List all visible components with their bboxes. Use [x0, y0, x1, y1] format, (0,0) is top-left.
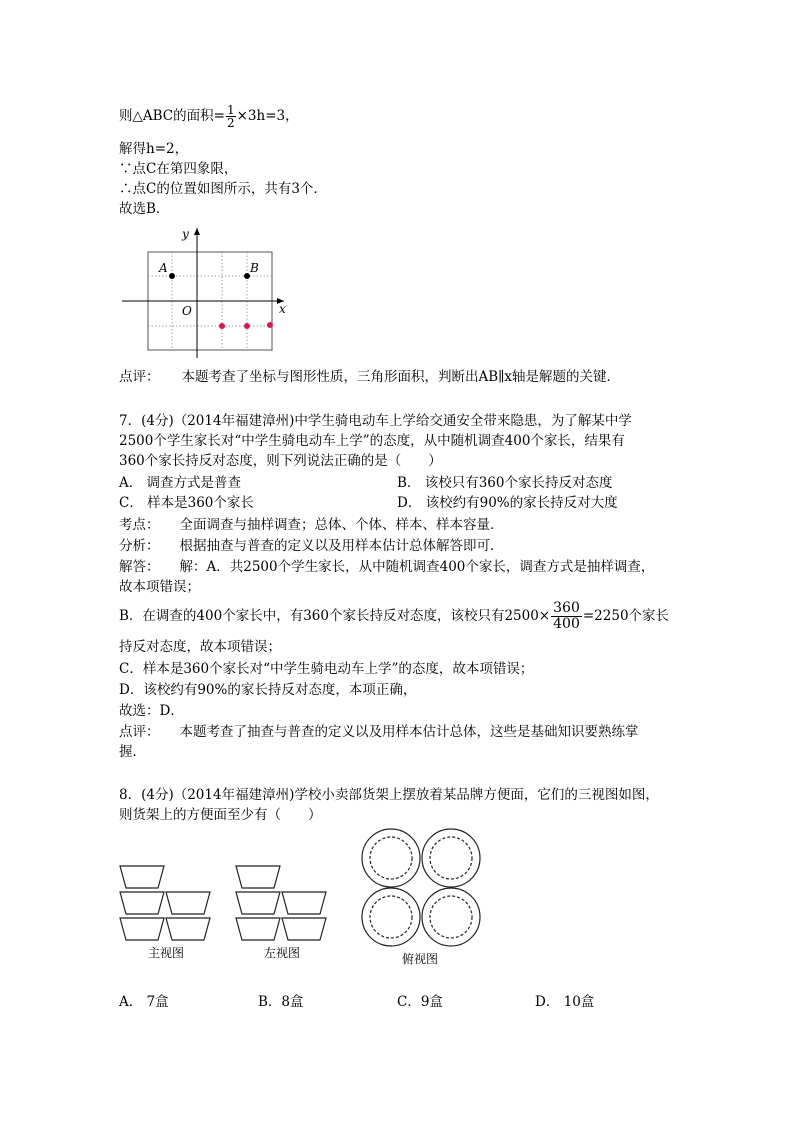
q8-stem-line1: 8．(4分)（2014年福建漳州)学校小卖部货架上摆放着某品牌方便面，它们的三视图如图， [119, 787, 659, 803]
jieda-text-1: 解：A．共2500个学生家长，从中随机调查400个家长，调查方式是抽样调查， [179, 559, 655, 575]
y-axis-arrow [194, 228, 200, 235]
q8-option-b: B．8盒 [258, 994, 304, 1010]
fenxi-label: 分析： [119, 538, 160, 554]
top-circle-1-inner [370, 837, 412, 879]
point-b-label: B [250, 261, 259, 275]
x-axis-label: x [279, 302, 286, 316]
fraction-numerator: 1 [226, 103, 235, 117]
q7-option-b: B． 该校只有360个家长持反对态度 [397, 475, 613, 491]
b-numerator: 360 [553, 600, 580, 616]
top-circle-2-inner [430, 837, 472, 879]
fenxi-text: 根据抽查与普查的定义以及用样本估计总体解答即可． [179, 538, 504, 554]
jieda-label: 解答： [119, 559, 160, 575]
q7-fenxi [119, 537, 504, 555]
front-box-bottom-right [166, 918, 210, 940]
top-view-figure [358, 826, 486, 950]
comment-label: 点评： [119, 369, 160, 385]
solve-line: 解得h=2， [119, 141, 189, 157]
q7-jieda [119, 558, 654, 576]
b-denominator: 400 [553, 616, 580, 632]
origin-label: O [182, 304, 192, 318]
point-c-1 [219, 323, 225, 329]
q8-option-c: C．9盒 [397, 994, 443, 1010]
top-circle-4-inner [430, 896, 472, 938]
fraction-half [226, 104, 236, 129]
answer-line: 故选B． [119, 201, 170, 217]
front-box-bottom-left [120, 918, 164, 940]
left-view-caption: 左视图 [264, 946, 301, 960]
left-box-mid-left [236, 892, 280, 914]
point-c-3 [267, 322, 273, 328]
q7-dianping [119, 723, 639, 741]
fraction-360-400 [551, 601, 582, 632]
q8-option-a: A． 7盒 [119, 994, 169, 1010]
front-view-figure [118, 862, 214, 944]
point-a-label: A [159, 261, 168, 275]
area-formula-line [119, 104, 299, 129]
q7-c-line: C．样本是360个家长对“中学生骑电动车上学”的态度，故本项错误； [119, 661, 534, 677]
coordinate-graph [118, 224, 290, 358]
kaodian-text: 全面调查与抽样调查；总体、个体、样本、样本容量． [179, 517, 504, 533]
q8-option-d: D． 10盒 [535, 994, 595, 1010]
q8-stem-line2: 则货架上的方便面至少有（ ） [119, 807, 322, 823]
y-axis-label: y [182, 227, 189, 241]
point-a [169, 273, 175, 279]
q7-option-a: A． 调查方式是普查 [119, 475, 242, 491]
q7-stem-line1: 7．(4分)（2014年福建漳州)中学生骑电动车上学给交通安全带来隐患，为了解某中学 [119, 413, 632, 429]
top-circle-3-inner [370, 896, 412, 938]
top-circle-2-outer [422, 829, 480, 887]
b-suffix: =2250个家长 [582, 608, 670, 624]
dianping-text-1: 本题考查了抽查与普查的定义以及用样本估计总体，这些是基础知识要熟练掌 [179, 724, 639, 740]
comment-text: 本题考查了坐标与图形性质，三角形面积，判断出AB∥x轴是解题的关键． [181, 369, 621, 385]
front-box-mid-left [120, 892, 164, 914]
q7-option-d: D． 该校约有90%的家长持反对大度 [397, 495, 618, 511]
q7-option-c: C． 样本是360个家长 [119, 495, 254, 511]
q7-b-line [119, 600, 669, 632]
front-box-mid-right [166, 892, 210, 914]
front-view-caption: 主视图 [148, 946, 185, 960]
fraction-denominator: 2 [226, 116, 235, 130]
left-box-bottom-right [282, 918, 326, 940]
q7-stem-line3: 360个家长持反对态度，则下列说法正确的是（ ） [119, 453, 442, 469]
b-prefix: B．在调查的400个家长中，有360个家长持反对态度，该校只有2500× [119, 608, 551, 624]
top-circle-3-outer [362, 888, 420, 946]
q7-b-cont: 持反对态度，故本项错误； [119, 639, 281, 655]
front-box-top [120, 866, 164, 888]
dianping-label: 点评： [119, 724, 160, 740]
left-box-top [236, 866, 280, 888]
because-line: ∵点C在第四象限， [119, 161, 238, 177]
left-view-figure [234, 862, 330, 944]
q7-kaodian [119, 516, 504, 534]
kaodian-label: 考点： [119, 517, 160, 533]
q7-dianping-2: 握． [119, 744, 146, 760]
left-box-bottom-left [236, 918, 280, 940]
q6-comment [119, 368, 620, 386]
point-b [244, 273, 250, 279]
left-box-mid-right [282, 892, 326, 914]
top-view-caption: 俯视图 [402, 952, 439, 966]
area-suffix: ×3h=3， [236, 108, 299, 124]
therefore-line: ∴点C的位置如图所示，共有3个． [119, 181, 327, 197]
q7-answer: 故选：D． [119, 703, 184, 719]
area-prefix: 则△ABC的面积= [119, 108, 225, 124]
point-c-2 [244, 323, 250, 329]
q7-d-line: D．该校约有90%的家长持反对态度，本项正确， [119, 682, 417, 698]
q7-stem-line2: 2500个学生家长对“中学生骑电动车上学”的态度，从中随机调查400个家长，结果有 [119, 433, 625, 449]
top-circle-4-outer [422, 888, 480, 946]
q7-jieda-2: 故本项错误； [119, 579, 200, 595]
top-circle-1-outer [362, 829, 420, 887]
